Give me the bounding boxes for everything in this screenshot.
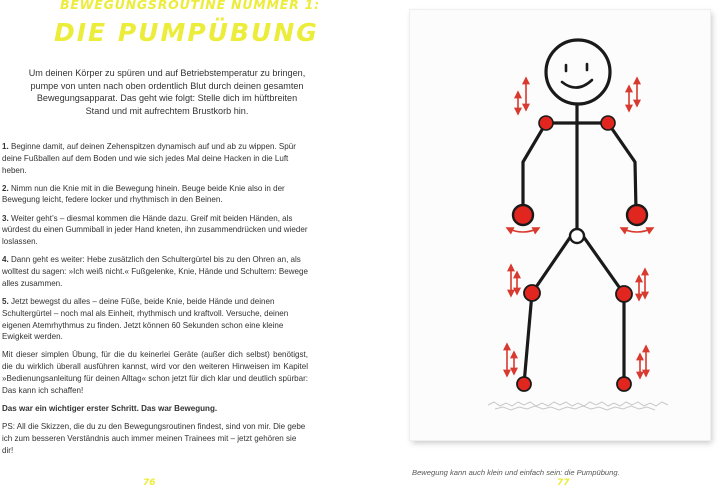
left-shoulder-joint: [539, 116, 553, 130]
right-arm: [608, 123, 636, 210]
right-shoulder-joint: [601, 116, 615, 130]
step-text: Nimm nun die Knie mit in die Bewegung hinein. Beuge beide Knie also in der Bewegung leicht, federe locker und rhythmisch in den Beinen.: [2, 183, 285, 205]
left-hand-ball: [513, 205, 533, 225]
body-text: [2, 141, 308, 463]
right-ankle-joint: [617, 377, 631, 391]
left-arm: [523, 123, 546, 210]
closing-paragraph: Mit dieser simplen Übung, für die du keinerlei Geräte (außer dich selbst) benötigst, die du wirklich überall ausführen kannst, wird vor den weiteren Hinweisen im Kapitel »Bedienungsanleitung für deinen Alltag« schon jetzt für dich klar und deutlich spürbar: Das kann ich schaffen!: [2, 350, 308, 395]
step-number: 3.: [2, 213, 9, 223]
step-number: 4.: [2, 255, 9, 265]
step-paragraph: [2, 183, 308, 207]
step-text: Dann geht es weiter: Hebe zusätzlich den Schultergürtel bis zu den Ohren an, als wolltest du sagen: »Ich weiß nicht.« Fußgelenke, Knie, Hände und Schultern: Bewege alles zusammen.: [2, 255, 308, 288]
face: [562, 64, 592, 88]
sketch-card: [410, 10, 710, 440]
routine-kicker: BEWEGUNGSROUTINE NUMMER 1:: [60, 0, 320, 12]
smile: [562, 80, 592, 88]
left-knee-joint: [524, 285, 540, 301]
stick-figure: [523, 40, 636, 384]
right-page: [360, 0, 720, 497]
head: [546, 40, 610, 104]
step-paragraph: [2, 141, 308, 176]
step-paragraph: [2, 213, 308, 248]
step-paragraph: [2, 254, 308, 289]
left-hand-arrow: [507, 228, 539, 232]
right-hand-arrow: [621, 228, 653, 232]
postscript: PS: All die Skizzen, die du zu den Bewegungsroutinen findest, sind von mir. Die gebe ich zum besseren Verständnis auch immer meinen Trainees mit – jetzt gehören sie dir!: [2, 422, 306, 455]
right-hand-ball: [627, 205, 647, 225]
page-title: DIE PUMPÜBUNG: [54, 18, 319, 47]
step-text: Beginne damit, auf deinen Zehenspitzen dynamisch auf und ab zu wippen. Spür deine Fußballen auf dem Boden und wie sich jedes Mal deine Hacken in die Luft heben.: [2, 142, 296, 175]
left-ankle-joint: [517, 377, 531, 391]
right-knee-joint: [616, 286, 632, 302]
step-number: 5.: [2, 296, 9, 306]
page-number-left: 76: [143, 478, 156, 488]
step-number: 1.: [2, 142, 9, 151]
page-number-right: 77: [557, 478, 570, 488]
step-text: Weiter geht’s – diesmal kommen die Hände dazu. Greif mit beiden Händen, als würdest du einen Gummiball in jeder Hand kneten, ihn zusammendrücken und wieder loslassen.: [2, 213, 308, 247]
step-number: 2.: [2, 183, 9, 193]
stick-figure-illustration: [410, 10, 710, 440]
joints: [513, 116, 647, 391]
step-paragraph: [2, 296, 308, 343]
floor-shadow: [488, 402, 668, 410]
intro-paragraph: Um deinen Körper zu spüren und auf Betriebstemperatur zu bringen, pumpe von unten nach oben ordentlich Blut durch deinen gesamten Bewegungsapparat. Das geht wie folgt: Stelle dich im hüftbreiten Stand und mit aufrechtem Brustkorb hin.: [28, 68, 306, 116]
step-text: Jetzt bewegst du alles – deine Füße, beide Knie, beide Hände und deinen Schultergürtel – noch mal als Einheit, rhythmisch und kraftvoll. Versuche, deinen eigenen Atemrhythmus zu finden. Jetzt können 60 Sekunden schon eine kleine Ewigkeit werden.: [2, 296, 289, 342]
left-leg: [524, 236, 571, 384]
right-leg: [583, 236, 624, 384]
emphasis-line: Das war ein wichtiger erster Schritt. Das war Bewegung.: [2, 403, 218, 413]
figure-caption: Bewegung kann auch klein und einfach sein: die Pumpübung.: [412, 468, 620, 477]
hip-joint: [570, 229, 584, 243]
